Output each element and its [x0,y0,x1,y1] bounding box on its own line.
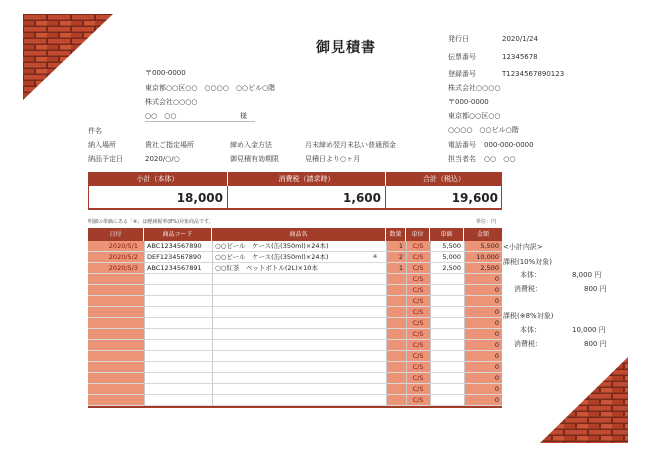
cell-date [88,395,144,406]
breakdown-group-8: 課税(※8%対象) [503,312,554,320]
breakdown-group-10: 課税(10%対象) [503,258,553,266]
cell-name [212,373,386,384]
cell-code [144,395,212,406]
customer-underline [145,121,255,122]
currency-unit: 単位：円 [476,219,497,225]
validity-label: 御見積有効期限 [230,155,279,163]
breakdown-tax-value-10: 800 円 [584,285,607,293]
cell-code [144,362,212,373]
customer-address: 東京都○○区○○ ○○○○ ○○ビル○階 [145,84,276,92]
cell-qty [386,373,406,384]
cell-name [212,296,386,307]
cell-reduced-tax-mark [373,318,385,329]
customer-zip: 〒000-0000 [145,69,186,77]
cell-price [430,384,464,395]
cell-reduced-tax-mark [373,384,385,395]
cell-price [430,318,464,329]
col-header-name: 商品名 [212,228,386,241]
cell-date [88,373,144,384]
cell-reduced-tax-mark [373,263,385,274]
col-header-price: 単価 [430,228,464,241]
issuer-person: ○○ ○○ [484,155,516,163]
cell-qty [386,340,406,351]
cell-unit: C/S [406,252,430,263]
payment-value: 月末締め翌月末払い普通預金 [305,141,396,149]
col-header-date: 日付 [88,228,144,241]
cell-date [88,285,144,296]
cell-reduced-tax-mark [373,340,385,351]
slip-number-value: 12345678 [502,53,538,61]
cell-price [430,351,464,362]
cell-amount: 0 [464,351,502,362]
cell-reduced-tax-mark [373,395,385,406]
cell-reduced-tax-mark [373,373,385,384]
cell-qty [386,285,406,296]
breakdown-tax-label-10: 消費税： [514,285,542,293]
col-header-amount: 金額 [464,228,502,241]
issue-date-value: 2020/1/24 [502,35,538,43]
cell-amount: 0 [464,307,502,318]
col-header-code: 商品コード [144,228,212,241]
cell-code [144,318,212,329]
cell-amount: 0 [464,318,502,329]
cell-unit: C/S [406,384,430,395]
cell-unit: C/S [406,318,430,329]
cell-date [88,318,144,329]
cell-name [212,318,386,329]
cell-code [144,274,212,285]
issuer-address-1: 東京都○○区○○ [448,112,501,120]
subject-label: 件名 [88,127,102,135]
subtotal-header: 小計（本体） [88,172,228,186]
cell-qty [386,274,406,285]
cell-name [212,285,386,296]
cell-qty [386,362,406,373]
delivery-place-label: 納入場所 [88,141,116,149]
delivery-place-value: 貴社ご指定場所 [145,141,194,149]
issue-date-label: 発行日 [448,35,469,43]
cell-code: ABC1234567890 [144,241,212,252]
column-divider [406,241,407,406]
tax-value: 1,600 [228,186,386,210]
cell-amount: 0 [464,395,502,406]
cell-qty: 1 [386,263,406,274]
column-divider [464,241,465,406]
cell-date [88,307,144,318]
cell-price [430,395,464,406]
cell-qty [386,318,406,329]
issuer-tel: 000-000-0000 [484,141,534,149]
cell-date: 2020/5/3 [88,263,144,274]
cell-amount: 0 [464,329,502,340]
cell-qty [386,384,406,395]
customer-company: 株式会社○○○○ [145,98,198,106]
detail-table [88,228,502,406]
cell-price [430,307,464,318]
cell-code [144,296,212,307]
cell-unit: C/S [406,241,430,252]
cell-code [144,340,212,351]
cell-price: 5,000 [430,252,464,263]
cell-code [144,329,212,340]
cell-date: 2020/5/1 [88,241,144,252]
tax-header: 消費税（請求時） [228,172,386,186]
cell-unit: C/S [406,351,430,362]
document-title: 御見積書 [316,40,376,56]
subtotal-value: 18,000 [88,186,228,210]
column-divider [144,241,145,406]
breakdown-body-label-8: 本体： [520,326,541,334]
cell-price [430,362,464,373]
cell-unit: C/S [406,340,430,351]
customer-honorific: 様 [240,112,247,120]
cell-reduced-tax-mark [373,329,385,340]
cell-qty [386,296,406,307]
delivery-date-label: 納品予定日 [88,155,123,163]
cell-unit: C/S [406,329,430,340]
issuer-tel-label: 電話番号 [448,141,476,149]
cell-qty [386,307,406,318]
reduced-tax-note: 明細の単価にある「※」は軽減税率(8%)対象商品です。 [88,219,214,225]
total-value: 19,600 [386,186,502,210]
cell-qty: 1 [386,241,406,252]
cell-name: ○○ビール ケース(缶(350ml)×24本) [212,241,386,252]
brick-decoration-top-left [23,14,113,100]
registration-number-label: 登録番号 [448,70,476,78]
cell-price [430,285,464,296]
cell-unit: C/S [406,263,430,274]
cell-unit: C/S [406,373,430,384]
cell-code [144,384,212,395]
issuer-person-label: 担当者名 [448,155,476,163]
cell-reduced-tax-mark [373,351,385,362]
cell-date [88,274,144,285]
cell-code [144,351,212,362]
cell-name [212,362,386,373]
cell-amount: 10,000 [464,252,502,263]
issuer-company: 株式会社○○○○ [448,84,501,92]
column-divider [212,241,213,406]
cell-qty: 2 [386,252,406,263]
delivery-date-value: 2020/○/○ [145,155,180,163]
cell-reduced-tax-mark [373,296,385,307]
breakdown-header: <小計内訳> [503,243,543,251]
slip-number-label: 伝票番号 [448,53,476,61]
brick-decoration-bottom-right [540,357,628,443]
cell-reduced-tax-mark [373,362,385,373]
cell-price: 5,500 [430,241,464,252]
breakdown-body-label-10: 本体： [520,271,541,279]
cell-date [88,340,144,351]
cell-amount: 5,500 [464,241,502,252]
breakdown-body-value-8: 10,000 円 [572,326,606,334]
cell-amount: 0 [464,362,502,373]
breakdown-tax-value-8: 800 円 [584,340,607,348]
cell-unit: C/S [406,274,430,285]
cell-reduced-tax-mark: ※ [373,254,378,260]
cell-code: DEF1234567890 [144,252,212,263]
col-header-unit: 単位 [406,228,430,241]
cell-code [144,373,212,384]
cell-reduced-tax-mark [373,285,385,296]
cell-name [212,307,386,318]
cell-reduced-tax-mark [373,274,385,285]
cell-amount: 0 [464,340,502,351]
cell-amount: 0 [464,274,502,285]
cell-amount: 2,500 [464,263,502,274]
cell-price [430,296,464,307]
cell-date: 2020/5/2 [88,252,144,263]
cell-qty [386,351,406,362]
cell-price [430,274,464,285]
cell-name: ○○ビール ケース(缶(350ml)×24本) [212,252,386,263]
cell-name [212,384,386,395]
cell-price [430,329,464,340]
cell-qty [386,395,406,406]
cell-unit: C/S [406,296,430,307]
cell-name [212,351,386,362]
cell-unit: C/S [406,285,430,296]
breakdown-tax-label-8: 消費税： [514,340,542,348]
customer-name: ○○ ○○ [145,112,177,120]
cell-unit: C/S [406,362,430,373]
cell-date [88,362,144,373]
cell-name [212,329,386,340]
table-bottom-border [88,406,502,408]
breakdown-body-value-10: 8,000 円 [572,271,602,279]
column-divider [430,241,431,406]
validity-value: 見積日より○ヶ月 [305,155,361,163]
cell-reduced-tax-mark [373,307,385,318]
cell-date [88,384,144,395]
cell-amount: 0 [464,384,502,395]
cell-price [430,340,464,351]
cell-price [430,373,464,384]
cell-name [212,395,386,406]
cell-date [88,351,144,362]
col-header-qty: 数量 [386,228,406,241]
cell-amount: 0 [464,296,502,307]
cell-price: 2,500 [430,263,464,274]
cell-amount: 0 [464,285,502,296]
cell-name [212,340,386,351]
cell-date [88,329,144,340]
cell-qty [386,329,406,340]
cell-reduced-tax-mark [373,241,385,252]
cell-unit: C/S [406,307,430,318]
issuer-address-2: ○○○○ ○○ビル○階 [448,126,519,134]
cell-name: ○○紅茶 ペットボトル(2L)×10本 [212,263,386,274]
issuer-zip: 〒000-0000 [448,98,489,106]
cell-code [144,307,212,318]
cell-unit: C/S [406,395,430,406]
total-header: 合計（税込） [386,172,502,186]
cell-code: ABC1234567891 [144,263,212,274]
payment-label: 締め入金方法 [230,141,272,149]
cell-name [212,274,386,285]
cell-code [144,285,212,296]
column-divider [386,241,387,406]
registration-number-value: T1234567890123 [502,70,565,78]
cell-date [88,296,144,307]
cell-amount: 0 [464,373,502,384]
